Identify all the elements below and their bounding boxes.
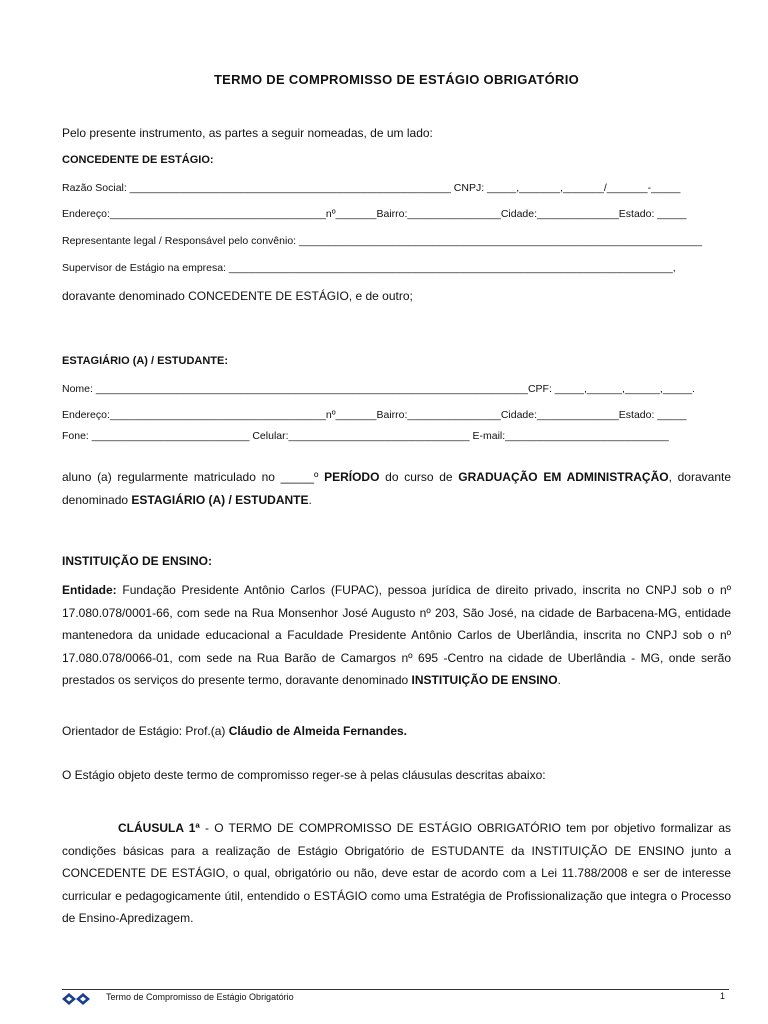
- instituicao-label: INSTITUIÇÃO DE ENSINO: [411, 673, 558, 687]
- instituicao-heading: INSTITUIÇÃO DE ENSINO:: [62, 554, 213, 568]
- concedente-endereco-field: Endereço:_____________________________________nº_______Bairro:________________Cidade:______________Estado: _____: [62, 208, 687, 220]
- page-number: 1: [720, 991, 726, 1001]
- estagiario-endereco-field: Endereço:_____________________________________nº_______Bairro:________________Cidade:______________Estado: _____: [62, 409, 687, 421]
- nome-field: Nome: __________________________________________________________________________CPF: _____,______,______,_____.: [62, 383, 695, 395]
- aluno-paragraph: [62, 466, 731, 511]
- razao-social-field: Razão Social: _______________________________________________________ CNPJ: _____,_______,_______/_______-_____: [62, 182, 681, 194]
- estagiario-label: ESTAGIÁRIO (A) / ESTUDANTE: [131, 492, 309, 507]
- estagiario-heading: ESTAGIÁRIO (A) / ESTUDANTE:: [62, 355, 229, 367]
- clausula-text: - O TERMO DE COMPROMISSO DE ESTÁGIO OBRIGATÓRIO tem por objetivo formalizar as condições básicas para a realização de Estágio Obrigatório de ESTUDANTE da INSTITUIÇÃO DE ENSINO junto a CONCEDENTE DE ESTÁGIO, o qual, obrigatório ou não, deve estar de acordo com a Lei 11.788/2008 e ser de interesse curricular e pedagogicamente útil, entendido o ESTÁGIO como uma Estratégia de Profissionalização que integra o Processo de Ensino-Apredizagem.: [62, 821, 731, 925]
- diamond-logo-icon: [60, 992, 92, 1006]
- objeto-text: O Estágio objeto deste termo de compromisso reger-se à pelas cláusulas descritas abaixo:: [62, 768, 546, 782]
- intro-text: Pelo presente instrumento, as partes a seguir nomeadas, de um lado:: [62, 126, 433, 140]
- periodo-label: PERÍODO: [324, 470, 380, 484]
- aluno-text-post: , doravante denominado: [62, 470, 732, 507]
- footer-text: Termo de Compromisso de Estágio Obrigatório: [106, 992, 294, 1002]
- entidade-text: Fundação Presidente Antônio Carlos (FUPAC), pessoa jurídica de direito privado, inscrita no CNPJ sob o nº 17.080.078/0001-66, com sede na Rua Monsenhor José Augusto nº 203, São José, na cidade de Barbacena-MG, entidade mantenedora da unidade educacional a Faculdade Presidente Antônio Carlos de Uberlândia, inscrita no CNPJ sob o nº 17.080.078/0066-01, com sede na Rua Barão de Camargos nº 695 -Centro na cidade de Uberlândia - MG, onde serão prestados os serviços do presente termo, doravante denominado: [62, 583, 731, 687]
- clausula-label: CLÁUSULA 1ª: [118, 821, 200, 835]
- curso-label: GRADUAÇÃO EM ADMINISTRAÇÃO: [458, 470, 669, 484]
- fone-field: Fone: ___________________________ Celular:_______________________________ E-mail:____________________________: [62, 430, 669, 442]
- footer-rule: [62, 989, 729, 990]
- aluno-text: aluno (a) regularmente matriculado no _____º: [62, 470, 325, 484]
- entidade-end: .: [557, 673, 561, 687]
- aluno-text-mid: do curso de: [379, 470, 459, 484]
- supervisor-field: Supervisor de Estágio na empresa: ____________________________________________________________________________,: [62, 262, 676, 274]
- aluno-text-end: .: [308, 492, 312, 507]
- orientador-line: [62, 724, 407, 738]
- representante-field: Representante legal / Responsável pelo convênio: _____________________________________________________________________: [62, 235, 702, 247]
- orientador-name: Cláudio de Almeida Fernandes.: [228, 724, 408, 738]
- entidade-paragraph: [62, 579, 731, 692]
- document-title: TERMO DE COMPROMISSO DE ESTÁGIO OBRIGATÓRIO: [213, 72, 580, 87]
- concedente-doravante: doravante denominado CONCEDENTE DE ESTÁGIO, e de outro;: [62, 289, 413, 303]
- orientador-label: Orientador de Estágio: Prof.(a): [62, 724, 229, 738]
- concedente-heading: CONCEDENTE DE ESTÁGIO:: [62, 154, 214, 166]
- entidade-label: Entidade:: [62, 583, 117, 597]
- clausula-paragraph: [62, 817, 731, 930]
